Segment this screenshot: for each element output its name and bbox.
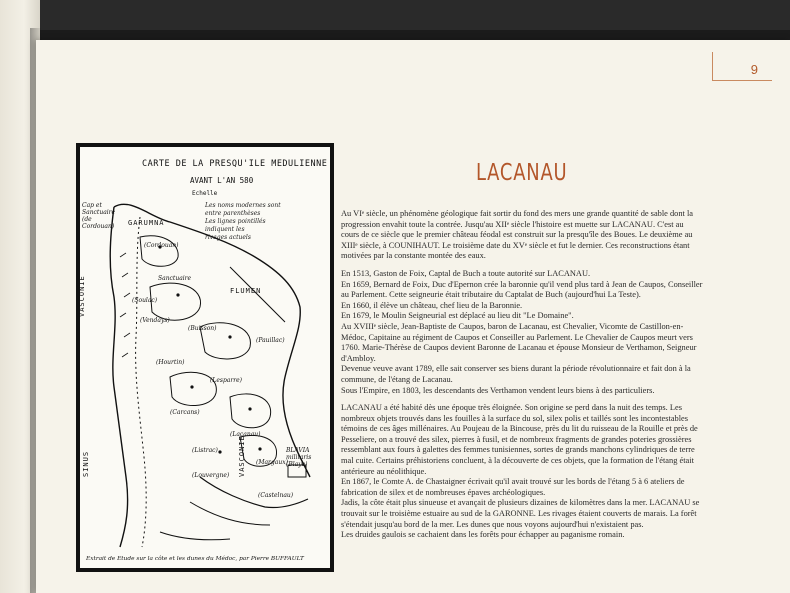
book-page xyxy=(36,40,790,593)
text-line: En 1513, Gaston de Foix, Captal de Buch a toute autorité sur LACANAU. xyxy=(341,268,591,278)
map-legend xyxy=(205,202,305,242)
text-line: s'étendait jusqu'au bord de la mer. Les dunes que nous voyons aujourd'hui n'existaient pas. xyxy=(341,519,644,529)
map-label-cap: Cap et Sanctuaire (de Cordouan) xyxy=(82,202,116,230)
text-line: ressemblant aux fours à galettes des femmes tunisiennes, sortes de grands manchons cylindriques de terre xyxy=(341,445,695,455)
map-legend-line: entre parenthèses xyxy=(205,210,261,217)
text-line: Devenue veuve avant 1789, elle sait conserver ses biens durant la période révolutionnaire et fait don à la xyxy=(341,364,691,374)
text-line: Sous l'Empire, en 1803, les descendants des Verthamon vendent leurs biens à des particuliers. xyxy=(341,385,655,395)
text-line: En 1660, il élève un château, chef lieu de la Baronnie. xyxy=(341,300,523,310)
text-line: Jadis, la côte était plus sinueuse et avançait de plusieurs dizaines de kilomètres dans la mer. LACANAU se xyxy=(341,498,700,508)
body-text xyxy=(341,209,726,548)
map-label-castelnau: (Castelnau) xyxy=(258,492,294,499)
text-line: commune, de l'étang de Lacanau. xyxy=(341,374,453,384)
text-line: LACANAU a été habité dès une époque très éloignée. Son origine se perd dans la nuit des temps. Les xyxy=(341,403,682,413)
text-line: Médoc, Capitaine au régiment de Caupos et Conseiller au Parlement. Le Chevalier de Caupos meurt vers xyxy=(341,332,693,342)
map-legend-line: rivages actuels xyxy=(205,234,251,241)
map-label-vasconie-west: VASCONIE xyxy=(78,275,86,317)
map-label-vendays: (Vendays) xyxy=(140,317,170,324)
map-illustration xyxy=(76,143,334,572)
text-line: nombreux objets trouvés dans les fouilles à la surface du sol, silex polis et taillés sont les incontestables xyxy=(341,413,689,423)
map-label-buisson: (Buisson) xyxy=(188,325,217,332)
text-line: mal cuite. Certains préhistoriens concluent, à la découverte de ces objets, que la formation de l'étang était xyxy=(341,456,694,466)
map-label-sanctuaire: Sanctuaire xyxy=(158,275,192,282)
map-scale: Echelle xyxy=(192,190,218,197)
text-line: Au XVIIIᵉ siècle, Jean-Baptiste de Caupos, baron de Lacanau, est Chevalier, Vicomte de Castillon-en- xyxy=(341,321,684,331)
map-caption: Extrait de Etude sur la côte et les dunes du Médoc, par Pierre BUFFAULT xyxy=(86,556,304,562)
text-line: Pesseliere, on a trouvé des silex, pierres à fusil, et de nombreux fragments de grandes poteries grossières xyxy=(341,434,692,444)
text-line: fabrication de silex et de nombreuses épaves archéologiques. xyxy=(341,487,546,497)
text-line: au Parlement. Cette seigneurie était tributaire du Captalat de Buch (aujourd'hui La Teste). xyxy=(341,290,641,300)
map-label-soulac: (Soulac) xyxy=(132,297,158,304)
text-line: progression envahit toute la contrée. Jusqu'au XIIᵉ siècle l'histoire est muette sur LACANAU. C'est au xyxy=(341,219,684,229)
map-title: CARTE DE LA PRESQU'ILE MEDULIENNE xyxy=(142,159,328,169)
map-label-hourtin: (Hourtin) xyxy=(156,359,185,366)
background-top xyxy=(0,0,790,30)
paragraph xyxy=(341,269,726,396)
text-line: En 1679, le Moulin Seigneurial est déplacé au lieu dit "Le Domaine". xyxy=(341,311,574,321)
corner-rule-vertical xyxy=(712,52,713,80)
text-line: d'Ambloy. xyxy=(341,353,376,363)
map-label-lacanau: (Lacanau) xyxy=(230,431,261,438)
text-line: cours de ce siècle que le premier château féodal est construit sur la presqu'île des Boues. Le deuxième au xyxy=(341,230,693,240)
paragraph xyxy=(341,209,726,262)
text-line: témoins de ces âges millénaires. Au Poujeau de la Bincouse, près du lit du ruisseau de la Rouille et près de xyxy=(341,424,698,434)
map-subtitle: AVANT L'AN 580 xyxy=(190,176,254,185)
map-label-louvergne: (Louvergne) xyxy=(192,472,230,479)
map-label-margaux: (Margaux) xyxy=(256,459,288,466)
text-line: antérieure au néolithique. xyxy=(341,466,427,476)
map-label-blaye: BLAVIA militaris (Blaye) xyxy=(286,447,312,468)
text-line: Au VIᵉ siècle, un phénomène géologique fait sortir du fond des mers une grande quantité de sable dont la xyxy=(341,209,694,218)
map-label-garumna: GARUMNA xyxy=(128,219,165,227)
text-line: Les druides gaulois se cachaient dans les forêts pour échapper au paganisme romain. xyxy=(341,530,625,540)
map-label-vasconie-east: VASCONIE xyxy=(238,435,246,477)
map-label-pauillac: (Pauillac) xyxy=(256,337,285,344)
map-label-listrac: (Listrac) xyxy=(192,447,218,454)
text-line: En 1659, Bernard de Foix, Duc d'Epernon crée la baronnie qu'il vend plus tard à Jean de Caupos, Conseiller xyxy=(341,279,703,289)
corner-rule-horizontal xyxy=(712,80,772,81)
map-label-lesparre: (Lesparre) xyxy=(210,377,243,384)
map-label-sinus: SINUS xyxy=(82,450,90,477)
map-legend-line: Les noms modernes sont xyxy=(205,202,281,209)
text-line: XIIIᵉ siècle, à COUNIHAUT. Le troisième date du XVᵉ siècle et fut le dernier. Ces reconstructions étant xyxy=(341,240,690,250)
map-legend-line: indiquent les xyxy=(205,226,245,233)
paragraph xyxy=(341,403,726,541)
text-line: motivées par la constante montée des eaux. xyxy=(341,251,486,261)
text-line: 1760. Marie-Thérèse de Caupos devient Baronne de Lacanau et épouse Monsieur de Verthamon, Seigneur xyxy=(341,343,697,353)
text-line: En 1867, le Comte A. de Chastaigner écrivait qu'il avait trouvé sur les bords de l'étang 5 à 6 ateliers de xyxy=(341,477,685,487)
map-legend-line: Les lignes pointillés xyxy=(205,218,266,225)
page-title: LACANAU xyxy=(476,160,568,186)
page-number: 9 xyxy=(750,62,758,77)
map-label-carcans: (Carcans) xyxy=(170,409,200,416)
map-label-flumen: FLUMEN xyxy=(230,287,262,295)
text-line: trouvait sur le troisième estuaire au sud de la GARONNE. Les rivages étaient couverts de marais. La forêt xyxy=(341,509,697,519)
map-label-cordouan: (Cordouan) xyxy=(144,242,179,249)
